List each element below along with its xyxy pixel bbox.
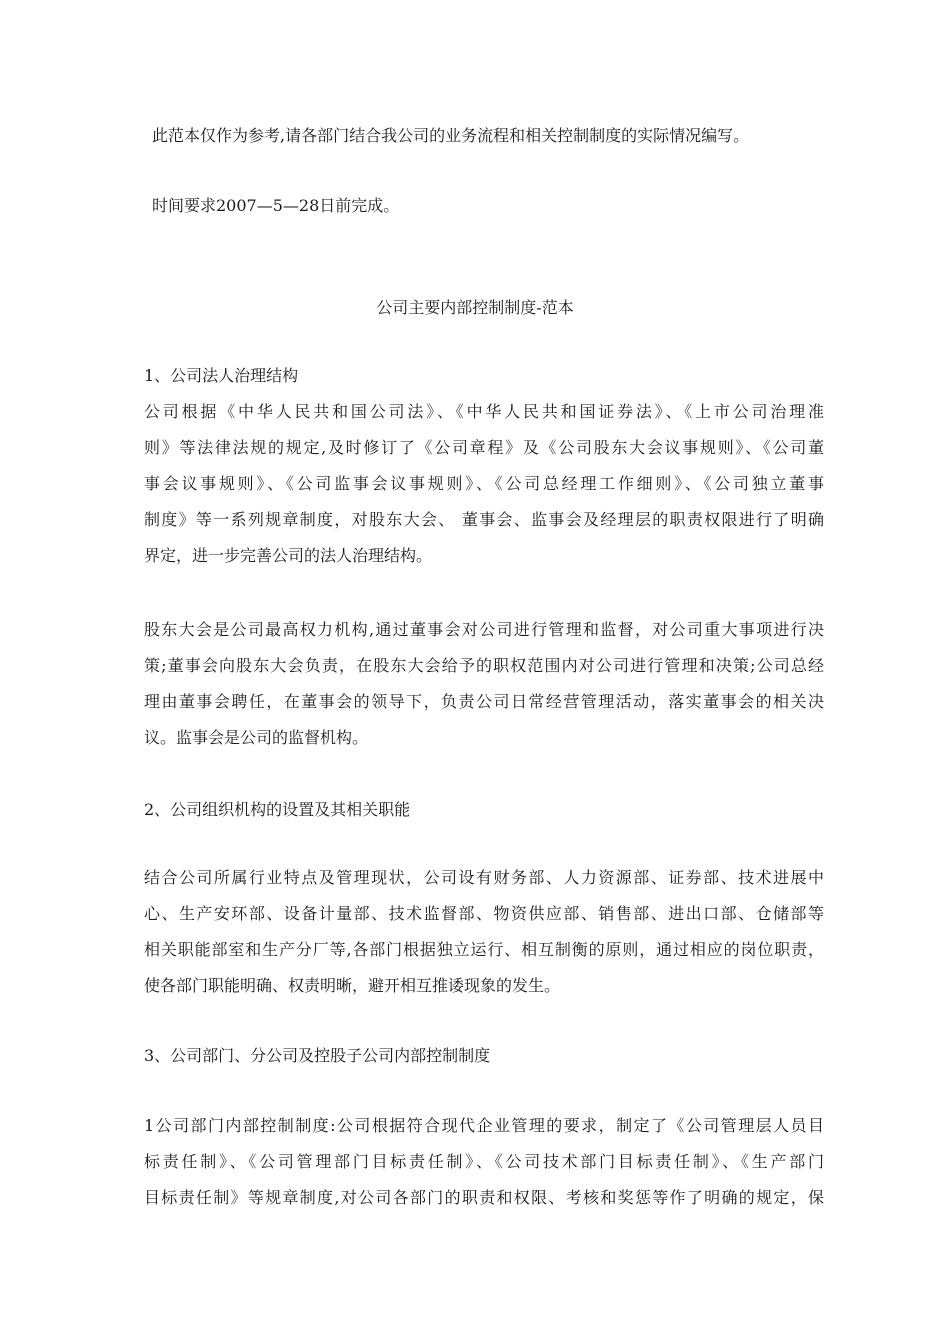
paragraph-line: 标责任制》、《公司管理部门目标责任制》、《公司技术部门目标责任制》、《生产部门 xyxy=(144,1152,824,1171)
paragraph-line: 相关职能部室和生产分厂等,各部门根据独立运行、相互制衡的原则，通过相应的岗位职责， xyxy=(144,940,824,959)
paragraph-line: 制度》等一系列规章制度，对股东大会、 董事会、监事会及经理层的职责权限进行了明确 xyxy=(144,510,824,529)
paragraph-line: 理由董事会聘任，在董事会的领导下，负责公司日常经营管理活动，落实董事会的相关决 xyxy=(144,692,824,711)
section-1-heading-block xyxy=(144,358,824,394)
section-3-paragraph-1 xyxy=(144,1108,824,1216)
section-heading: 1、公司法人治理结构 xyxy=(144,366,299,385)
paragraph-line: 使各部门职能明确、权责明晰，避开相互推诿现象的发生。 xyxy=(144,976,561,995)
section-1-paragraph-1 xyxy=(144,394,824,574)
paragraph-line: 心、生产安环部、设备计量部、技术监督部、物资供应部、销售部、进出口部、仓储部等 xyxy=(144,904,824,923)
paragraph-line: 策;董事会向股东大会负责，在股东大会给予的职权范围内对公司进行管理和决策;公司总经 xyxy=(144,656,824,675)
section-2-heading-block xyxy=(144,792,824,828)
section-2-paragraph-1 xyxy=(144,860,824,1004)
section-heading: 2、公司组织机构的设置及其相关职能 xyxy=(144,800,411,819)
section-1-paragraph-2 xyxy=(144,612,824,756)
paragraph-line: 目标责任制》等规章制度,对公司各部门的职责和权限、考核和奖惩等作了明确的规定，保 xyxy=(144,1188,824,1207)
document-title: 公司主要内部控制制度-范本 xyxy=(376,298,574,317)
paragraph-line: 股东大会是公司最高权力机构,通过董事会对公司进行管理和监督，对公司重大事项进行决 xyxy=(144,620,824,639)
paragraph-line: 公司根据《中华人民共和国公司法》、《中华人民共和国证券法》、《上市公司治理准 xyxy=(144,402,824,421)
paragraph-line: 则》等法律法规的规定,及时修订了《公司章程》及《公司股东大会议事规则》、《公司董 xyxy=(144,438,824,457)
paragraph-line: 界定，进一步完善公司的法人治理结构。 xyxy=(144,546,433,565)
deadline-note: 时间要求2007—5—28日前完成。 xyxy=(152,196,400,215)
paragraph-line: 议。监事会是公司的监督机构。 xyxy=(144,728,369,747)
paragraph-line: 事会议事规则》、《公司监事会议事规则》、《公司总经理工作细则》、《公司独立董事 xyxy=(144,474,824,493)
paragraph-line: 结合公司所属行业特点及管理现状，公司设有财务部、人力资源部、证券部、技术进展中 xyxy=(144,868,824,887)
paragraph-line: 1公司部门内部控制制度:公司根据符合现代企业管理的要求，制定了《公司管理层人员目 xyxy=(144,1116,824,1135)
section-heading: 3、公司部门、分公司及控股子公司内部控制制度 xyxy=(144,1046,491,1065)
section-3-heading-block xyxy=(144,1038,824,1074)
reference-note: 此范本仅作为参考,请各部门结合我公司的业务流程和相关控制制度的实际情况编写。 xyxy=(152,126,750,145)
